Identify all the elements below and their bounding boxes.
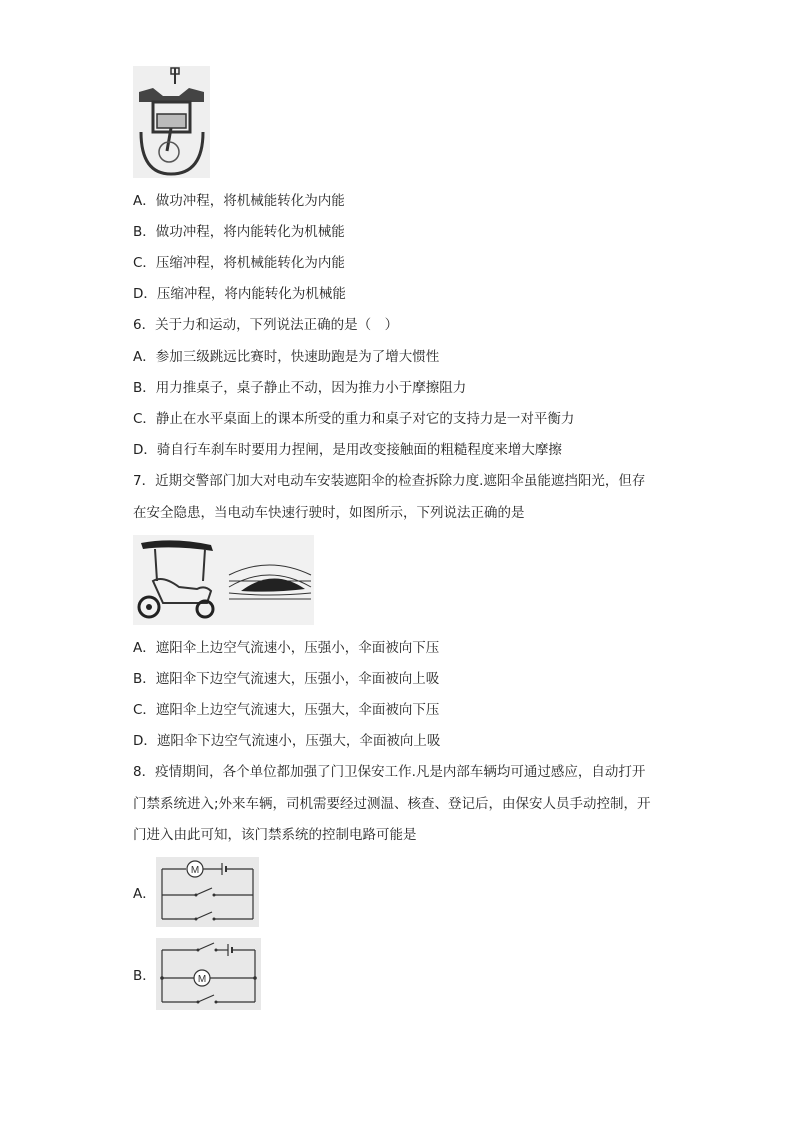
q8-stem-line1: 8．疫情期间，各个单位都加强了门卫保安工作.凡是内部车辆均可通过感应，自动打开 [133, 764, 646, 780]
circuit-option-b [156, 938, 261, 1010]
q8-stem-line2: 门禁系统进入;外来车辆，司机需要经过测温、核查、登记后，由保安人员手动控制，开 [133, 796, 651, 812]
q6-option-b: B．用力推桌子，桌子静止不动，因为推力小于摩擦阻力 [133, 380, 467, 396]
q6-option-a: A．参加三级跳远比赛时，快速助跑是为了增大惯性 [133, 349, 440, 365]
q5-option-d: D．压缩冲程，将内能转化为机械能 [133, 286, 346, 302]
q8-option-b-label: B． [133, 968, 156, 984]
q5-option-b: B．做功冲程，将内能转化为机械能 [133, 224, 345, 240]
q7-stem-line1: 7．近期交警部门加大对电动车安装遮阳伞的检查拆除力度.遮阳伞虽能遮挡阳光，但存 [133, 473, 646, 489]
q5-option-a: A．做功冲程，将机械能转化为内能 [133, 193, 345, 209]
q8-stem-line3: 门进入由此可知，该门禁系统的控制电路可能是 [133, 827, 417, 843]
motor-symbol: M [190, 865, 200, 876]
q5-option-c: C．压缩冲程，将机械能转化为内能 [133, 255, 345, 271]
q6-stem: 6．关于力和运动，下列说法正确的是（ ） [133, 317, 399, 333]
q7-option-a: A．遮阳伞上边空气流速小，压强小，伞面被向下压 [133, 640, 440, 656]
q6-option-c: C．静止在水平桌面上的课本所受的重力和桌子对它的支持力是一对平衡力 [133, 411, 575, 427]
q6-option-d: D．骑自行车刹车时要用力捏闸，是用改变接触面的粗糙程度来增大摩擦 [133, 442, 562, 458]
circuit-option-a [156, 857, 259, 927]
q7-option-c: C．遮阳伞上边空气流速大，压强大，伞面被向下压 [133, 702, 440, 718]
ebike-umbrella-airflow-figure [133, 535, 314, 625]
q7-stem-line2: 在安全隐患，当电动车快速行驶时，如图所示，下列说法正确的是 [133, 505, 525, 521]
q7-option-b: B．遮阳伞下边空气流速大，压强小，伞面被向上吸 [133, 671, 440, 687]
q8-option-a-label: A． [133, 886, 156, 902]
engine-stroke-diagram [133, 66, 210, 178]
q7-option-d: D．遮阳伞下边空气流速小，压强大，伞面被向上吸 [133, 733, 441, 749]
motor-symbol: M [197, 974, 207, 985]
